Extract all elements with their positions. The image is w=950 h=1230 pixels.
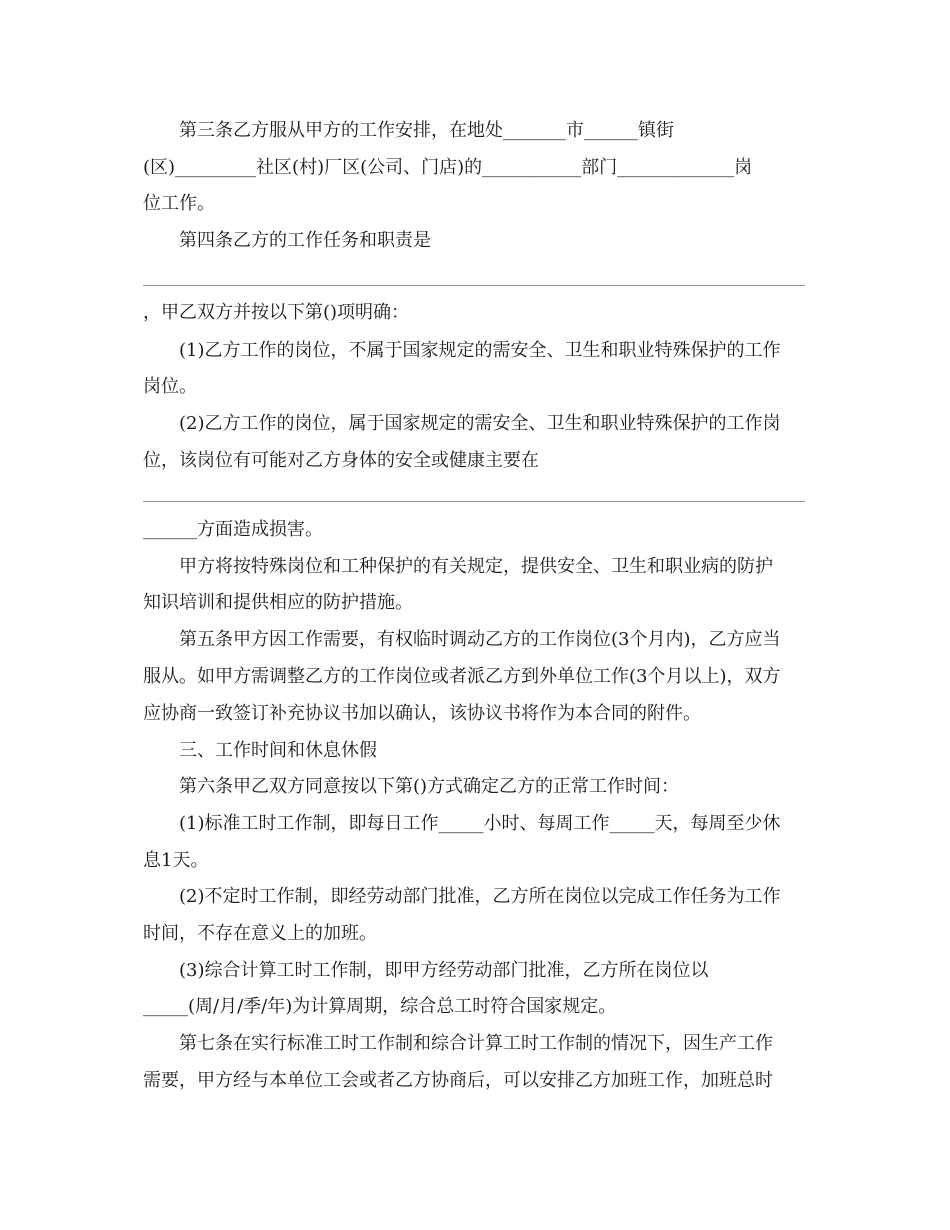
option-1-line-2: 息1天。	[143, 850, 209, 871]
article-4-line-2: ，甲乙双方并按以下第()项明确：	[143, 302, 410, 323]
fill-in-rule	[143, 285, 805, 286]
article-7-line-1: 第七条在实行标准工时工作制和综合计算工时工作制的情况下，因生产工作	[179, 1033, 773, 1054]
article-3-line-2: (区)_________社区(村)厂区(公司、门店)的___________部门_____________岗	[143, 157, 753, 178]
protection-line-2: 知识培训和提供相应的防护措施。	[143, 592, 413, 613]
option-3-line-1: (3)综合计算工时工作制，即甲方经劳动部门批准，乙方所在岗位以	[179, 960, 709, 981]
item-2-line-1: (2)乙方工作的岗位，属于国家规定的需安全、卫生和职业特殊保护的工作岗	[179, 413, 781, 434]
article-6-line-1: 第六条甲乙双方同意按以下第()方式确定乙方的正常工作时间：	[179, 776, 680, 797]
article-5-line-2: 服从。如甲方需调整乙方的工作岗位或者派乙方到外单位工作(3个月以上)，双方	[143, 666, 781, 687]
option-2-line-1: (2)不定时工作制，即经劳动部门批准，乙方所在岗位以完成工作任务为工作	[179, 886, 781, 907]
item-2-line-2: 位，该岗位有可能对乙方身体的安全或健康主要在	[143, 450, 539, 471]
article-4-line-1: 第四条乙方的工作任务和职责是	[179, 230, 431, 251]
article-3-line-3: 位工作。	[143, 193, 215, 214]
article-3-line-1: 第三条乙方服从甲方的工作安排，在地处_______市______镇街	[179, 120, 674, 141]
fill-in-rule	[143, 501, 805, 502]
option-3-line-2: _____(周/月/季/年)为计算周期，综合总工时符合国家规定。	[143, 996, 617, 1017]
item-1-line-2: 岗位。	[143, 376, 197, 397]
article-5-line-1: 第五条甲方因工作需要，有权临时调动乙方的工作岗位(3个月内)，乙方应当	[179, 629, 781, 650]
item-2-line-3: ______方面造成损害。	[143, 519, 323, 540]
option-2-line-2: 时间，不存在意义上的加班。	[143, 923, 377, 944]
article-7-line-2: 需要，甲方经与本单位工会或者乙方协商后，可以安排乙方加班工作，加班总时	[143, 1070, 773, 1091]
article-5-line-3: 应协商一致签订补充协议书加以确认，该协议书将作为本合同的附件。	[143, 703, 701, 724]
protection-line-1: 甲方将按特殊岗位和工种保护的有关规定，提供安全、卫生和职业病的防护	[179, 556, 773, 577]
section-3-heading: 三、工作时间和休息休假	[179, 740, 377, 761]
item-1-line-1: (1)乙方工作的岗位，不属于国家规定的需安全、卫生和职业特殊保护的工作	[179, 340, 781, 361]
option-1-line-1: (1)标准工时工作制，即每日工作_____小时、每周工作_____天，每周至少休	[179, 813, 781, 834]
